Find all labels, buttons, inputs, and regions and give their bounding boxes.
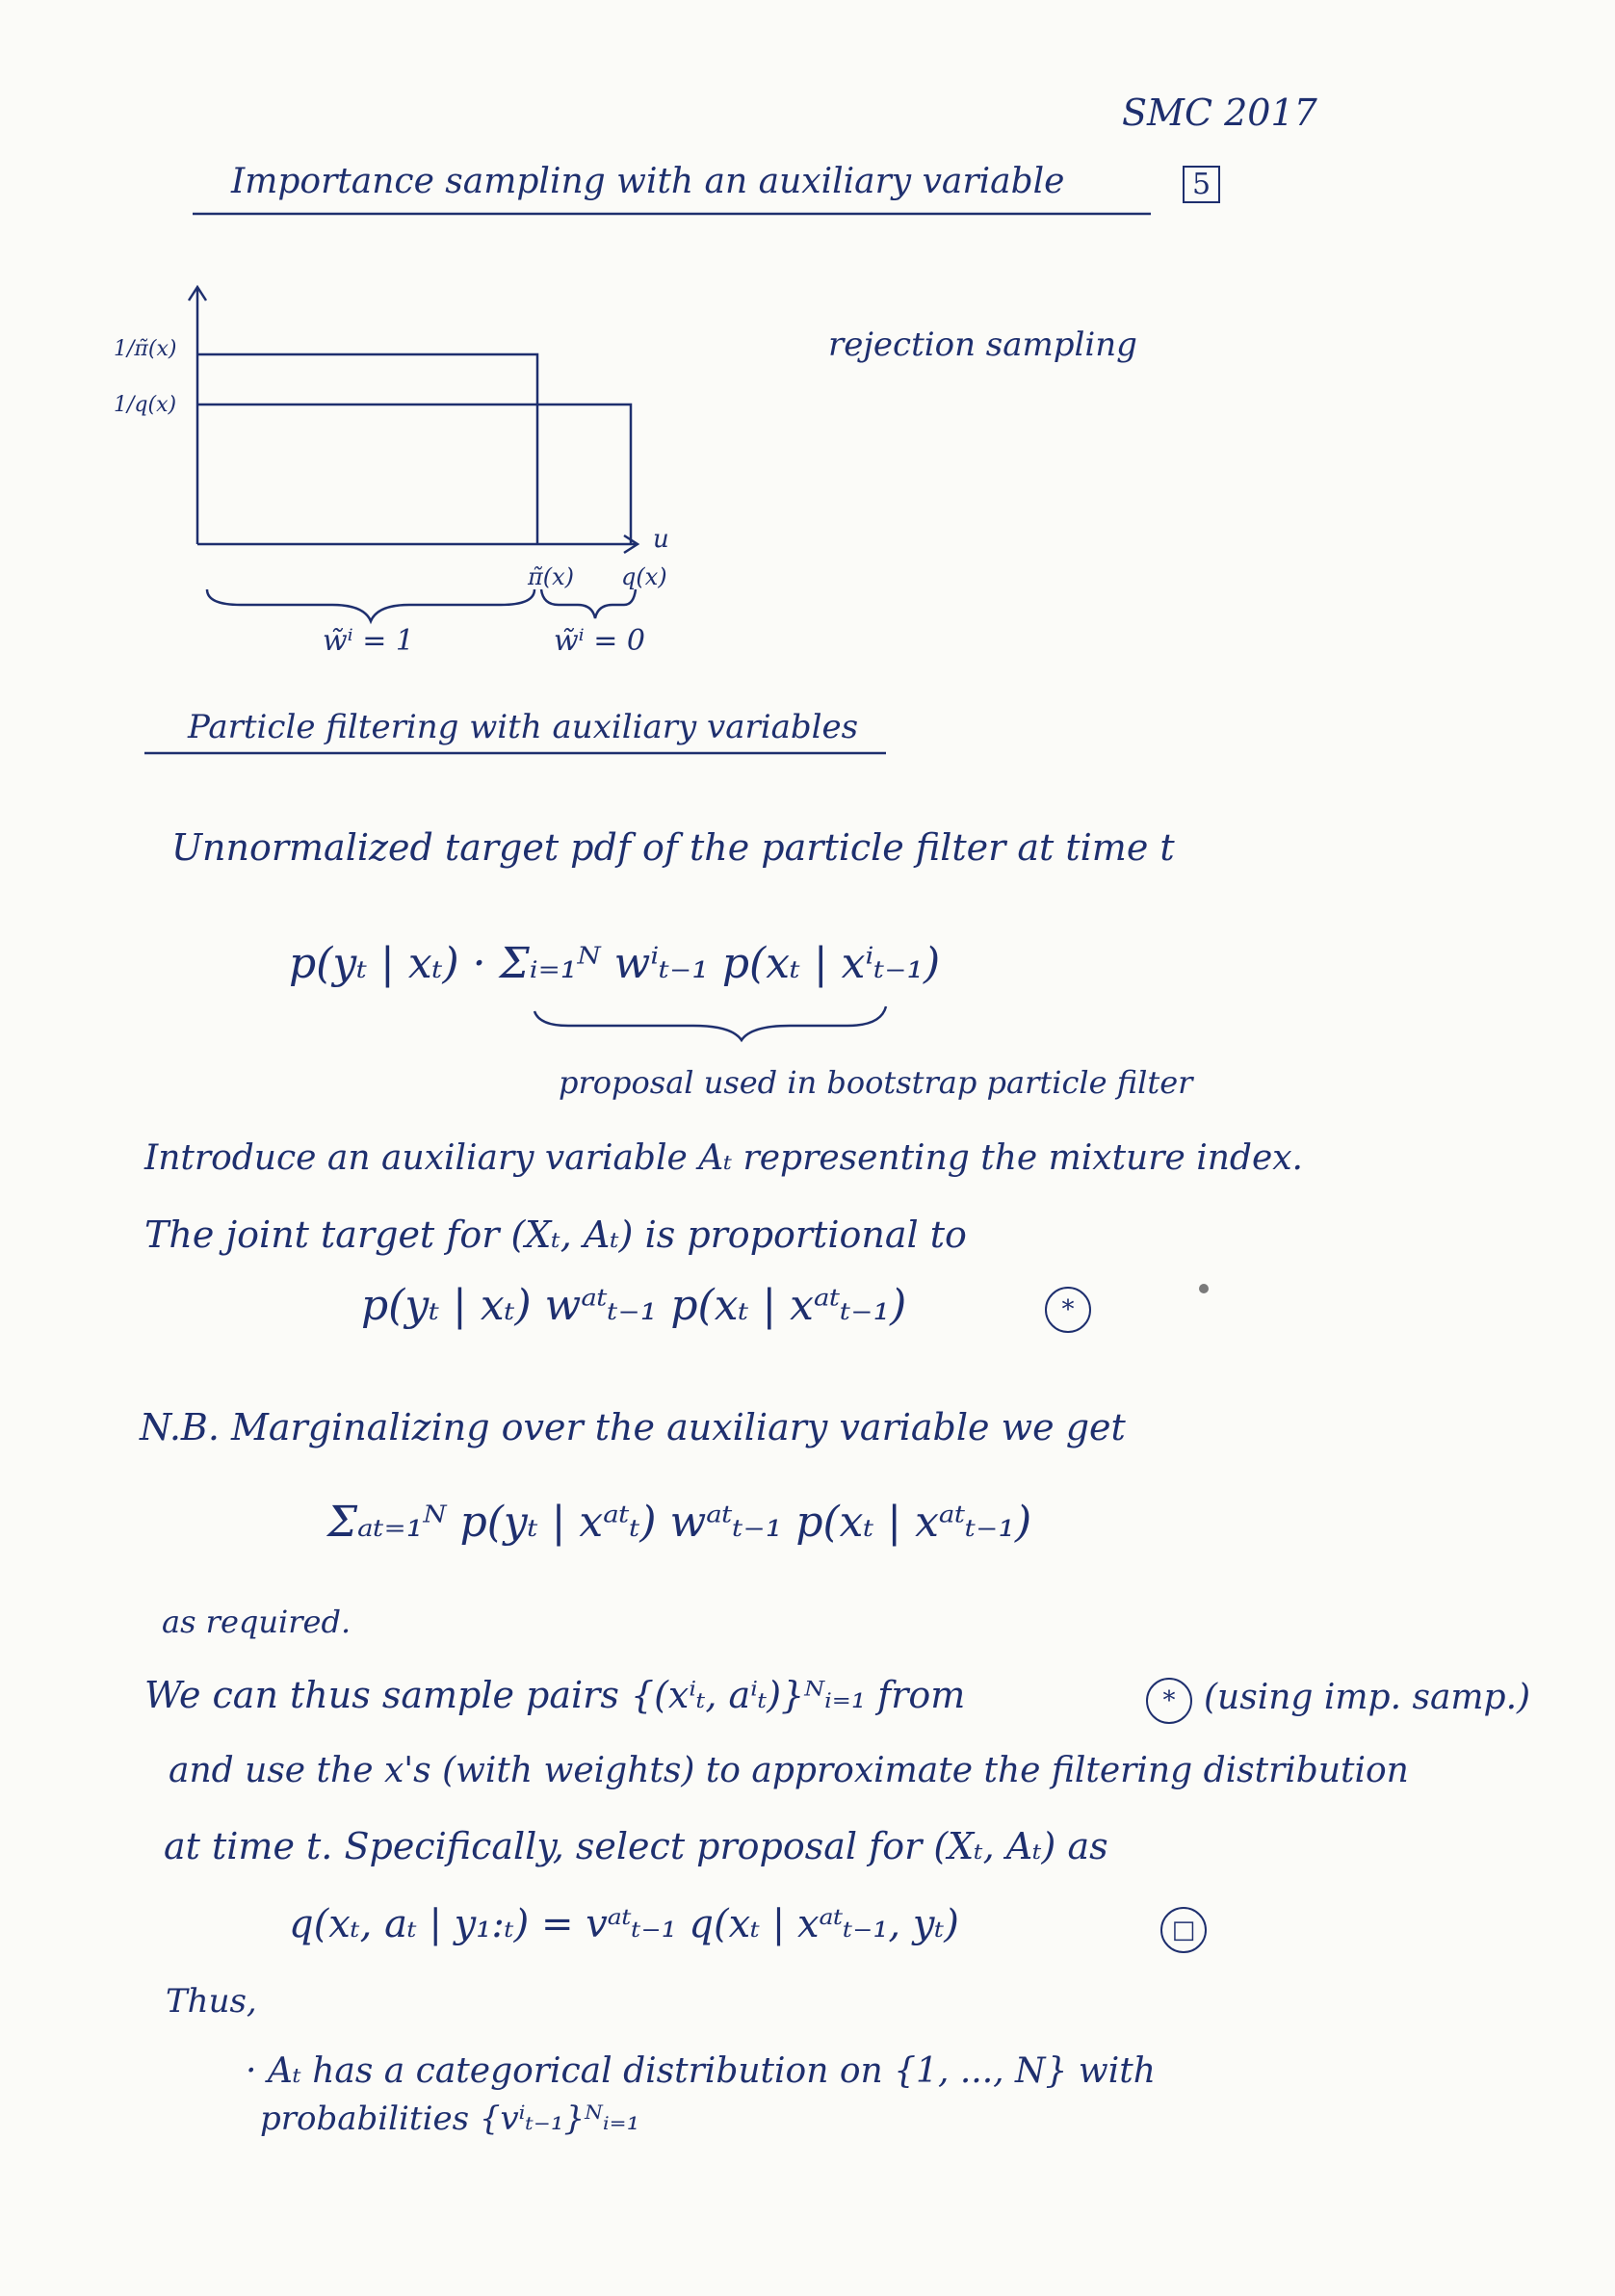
x-axis-label: u xyxy=(653,525,669,554)
text-line-joint-target: The joint target for (Xₜ, Aₜ) is proportional to xyxy=(144,1213,967,1256)
weight-label-left: w̃ⁱ = 1 xyxy=(323,624,415,658)
y-label-top: 1/π̃(x) xyxy=(114,337,177,361)
section-title-importance-sampling: Importance sampling with an auxiliary variable xyxy=(231,162,1065,201)
text-thus: Thus, xyxy=(166,1982,257,2021)
y-label-bottom: 1/q(x) xyxy=(114,393,177,417)
text-as-required: as required. xyxy=(162,1604,352,1640)
weight-label-right: w̃ⁱ = 0 xyxy=(554,624,646,658)
equation-tag-box: □ xyxy=(1160,1907,1207,1953)
text-line-unnormalized: Unnormalized target pdf of the particle filter at time t xyxy=(171,826,1175,869)
section-title-particle-filtering: Particle filtering with auxiliary variables xyxy=(188,708,859,746)
date-label: SMC 2017 xyxy=(1122,91,1317,134)
tick-label-q: q(x) xyxy=(621,563,667,590)
text-line-nb-marginalizing: N.B. Marginalizing over the auxiliary variable we get xyxy=(140,1406,1126,1448)
rejection-sampling-note: rejection sampling xyxy=(828,326,1137,364)
equation-joint-target: p(yₜ | xₜ) wᵃᵗₜ₋₁ p(xₜ | xᵃᵗₜ₋₁) xyxy=(361,1281,907,1330)
equation-proposal: q(xₜ, aₜ | y₁:ₜ) = vᵃᵗₜ₋₁ q(xₜ | xᵃᵗₜ₋₁, yₜ) xyxy=(289,1902,959,1946)
equation-note-bootstrap: proposal used in bootstrap particle filter xyxy=(559,1064,1193,1101)
text-line-specifically: at time t. Specifically, select proposal for (Xₜ, Aₜ) as xyxy=(164,1825,1108,1867)
tick-label-pi: π̃(x) xyxy=(528,563,575,590)
equation-marginal: Σₐₜ₌₁ᴺ p(yₜ | xᵃᵗₜ) wᵃᵗₜ₋₁ p(xₜ | xᵃᵗₜ₋₁) xyxy=(327,1498,1032,1547)
bullet-categorical-line1: · Aₜ has a categorical distribution on {1, ..., N} with xyxy=(246,2051,1156,2091)
bullet-categorical-line2: probabilities {vⁱₜ₋₁}ᴺᵢ₌₁ xyxy=(260,2100,640,2138)
page-number: 5 xyxy=(1183,166,1220,203)
text-line-sample-pairs: We can thus sample pairs {(xⁱₜ, aⁱₜ)}ᴺᵢ₌₁ from xyxy=(144,1674,966,1716)
equation-tag-star: * xyxy=(1045,1287,1091,1333)
text-line-approximate: and use the x's (with weights) to approximate the filtering distribution xyxy=(169,1751,1409,1790)
inline-tag-star: * xyxy=(1146,1678,1192,1724)
text-line-introduce: Introduce an auxiliary variable Aₜ representing the mixture index. xyxy=(144,1138,1303,1178)
text-using-imp-samp: (using imp. samp.) xyxy=(1204,1678,1531,1717)
equation-unnormalized-target: p(yₜ | xₜ) · Σᵢ₌₁ᴺ wⁱₜ₋₁ p(xₜ | xⁱₜ₋₁) xyxy=(289,939,941,988)
